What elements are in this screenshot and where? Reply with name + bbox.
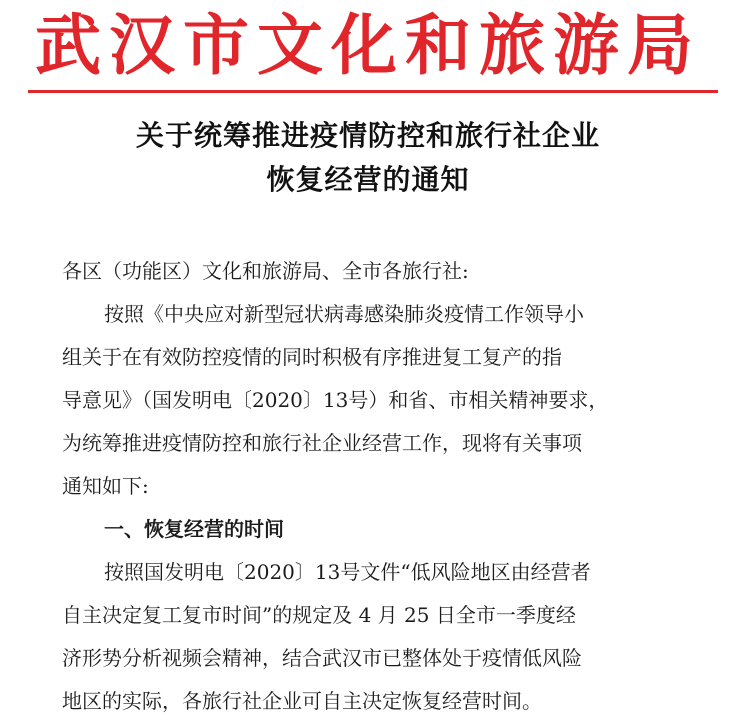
- paragraph-1-line-3: 导意见》（国发明电〔2020〕13号）和省、市相关精神要求，: [62, 388, 609, 412]
- section-1-line-1: 按照国发明电〔2020〕13号文件“低风险地区由经营者: [104, 560, 591, 584]
- document-title-line-1: 关于统筹推进疫情防控和旅行社企业: [135, 119, 600, 152]
- paragraph-1-line-4: 为统筹推进疫情防控和旅行社企业经营工作，现将有关事项: [62, 431, 582, 455]
- paragraph-1-line-2: 组关于在有效防控疫情的同时积极有序推进复工复产的指: [62, 345, 562, 369]
- salutation: 各区（功能区）文化和旅游局、全市各旅行社:: [62, 259, 469, 283]
- section-1-line-2: 自主决定复工复市时间”的规定及 4 月 25 日全市一季度经: [62, 603, 576, 627]
- section-1-line-4: 地区的实际，各旅行社企业可自主决定恢复经营时间。: [62, 689, 542, 713]
- masthead-org-name: 武汉市文化和旅游局: [35, 6, 701, 84]
- paragraph-1-line-1: 按照《中央应对新型冠状病毒感染肺炎疫情工作领导小: [104, 302, 584, 326]
- section-1-heading: 一、恢复经营的时间: [104, 517, 284, 541]
- document-title-line-2: 恢复经营的通知: [266, 163, 470, 196]
- section-1-line-3: 济形势分析视频会精神，结合武汉市已整体处于疫情低风险: [62, 646, 582, 670]
- masthead-red-rule: [28, 90, 718, 93]
- paragraph-1-line-5: 通知如下:: [62, 474, 149, 498]
